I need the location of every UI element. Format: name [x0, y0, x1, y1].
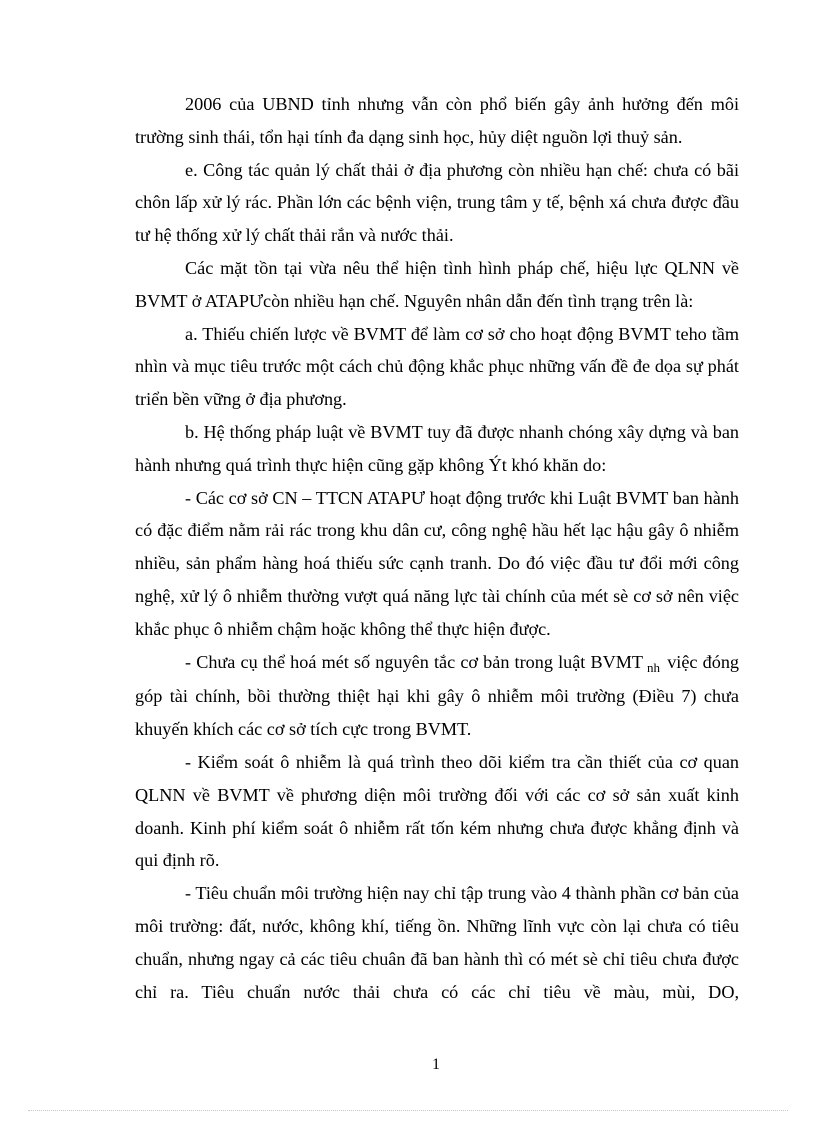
paragraph-3: Các mặt tồn tại vừa nêu thể hiện tình hình pháp chế, hiệu lực QLNN về BVMT ở ATAPƯcòn nhiều hạn chế. Nguyên nhân dẫn đến tình trạng trên là: [135, 257, 739, 311]
document-body [135, 88, 739, 1008]
paragraph-2: e. Công tác quản lý chất thải ở địa phương còn nhiều hạn chế: chưa có bãi chôn lấp xử lý rác. Phần lớn các bệnh viện, trung tâm y tế, bệnh xá chưa được đầu tư hệ thống xử lý chất thải rắn và nước thải. [135, 159, 739, 246]
paragraph-7-start: - Chưa cụ thể hoá mét số nguyên tắc cơ bản trong luật BVMT [185, 651, 644, 672]
paragraph-8: - Kiểm soát ô nhiễm là quá trình theo dõi kiểm tra cần thiết của cơ quan QLNN về BVMT về phương diện môi trường đối với các cơ sở sản xuất kinh doanh. Kinh phí kiểm soát ô nhiễm rất tốn kém nhưng chưa được khẳng định và qui định rõ. [135, 751, 739, 871]
paragraph-7-end: việc đóng góp tài chính, bồi thường thiệt hại khi gây ô nhiễm môi trường (Điều 7) chưa khuyến khích các cơ sở tích cực trong BVMT. [135, 651, 740, 740]
paragraph-4: a. Thiếu chiến lược về BVMT để làm cơ sở cho hoạt động BVMT teho tầm nhìn và mục tiêu trước một cách chủ động khắc phục những vấn đề đe dọa sự phát triển bền vững ở địa phương. [135, 323, 739, 410]
paragraph-9: - Tiêu chuẩn môi trường hiện nay chỉ tập trung vào 4 thành phần cơ bản của môi trường: đất, nước, không khí, tiếng ồn. Những lĩnh vực còn lại chưa có tiêu chuẩn, nhưng ngay cả các tiêu chuân đã ban hành thì có mét sè chỉ tiêu chưa được chỉ ra. Tiêu chuẩn nước thải chưa có các chỉ tiêu về màu, mùi, DO, [135, 883, 739, 1002]
paragraph-6: - Các cơ sở CN – TTCN ATAPƯ hoạt động trước khi Luật BVMT ban hành có đặc điểm nằm rải rác trong khu dân cư, công nghệ hầu hết lạc hậu gây ô nhiễm nhiều, sản phẩm hàng hoá thiếu sức cạnh tranh. Do đó việc đầu tư đổi mới công nghệ, xử lý ô nhiễm thường vượt quá năng lực tài chính của mét sè cơ sở nên việc khắc phục ô nhiễm chậm hoặc không thể thực hiện được. [135, 487, 739, 639]
paragraph-7 [135, 646, 739, 746]
page-bottom-rule [28, 1110, 788, 1111]
page-number: 1 [432, 1056, 440, 1073]
paragraph-1: 2006 của UBND tỉnh nhưng vẫn còn phổ biến gây ảnh hưởng đến môi trường sinh thái, tổn hại tính đa dạng sinh học, hủy diệt nguồn lợi thuỷ sản. [135, 94, 739, 147]
paragraph-5: b. Hệ thống pháp luật về BVMT tuy đã được nhanh chóng xây dựng và ban hành nhưng quá trình thực hiện cũng gặp không Ýt khó khăn do: [135, 421, 739, 475]
paragraph-7-subscript: nh [647, 659, 661, 675]
